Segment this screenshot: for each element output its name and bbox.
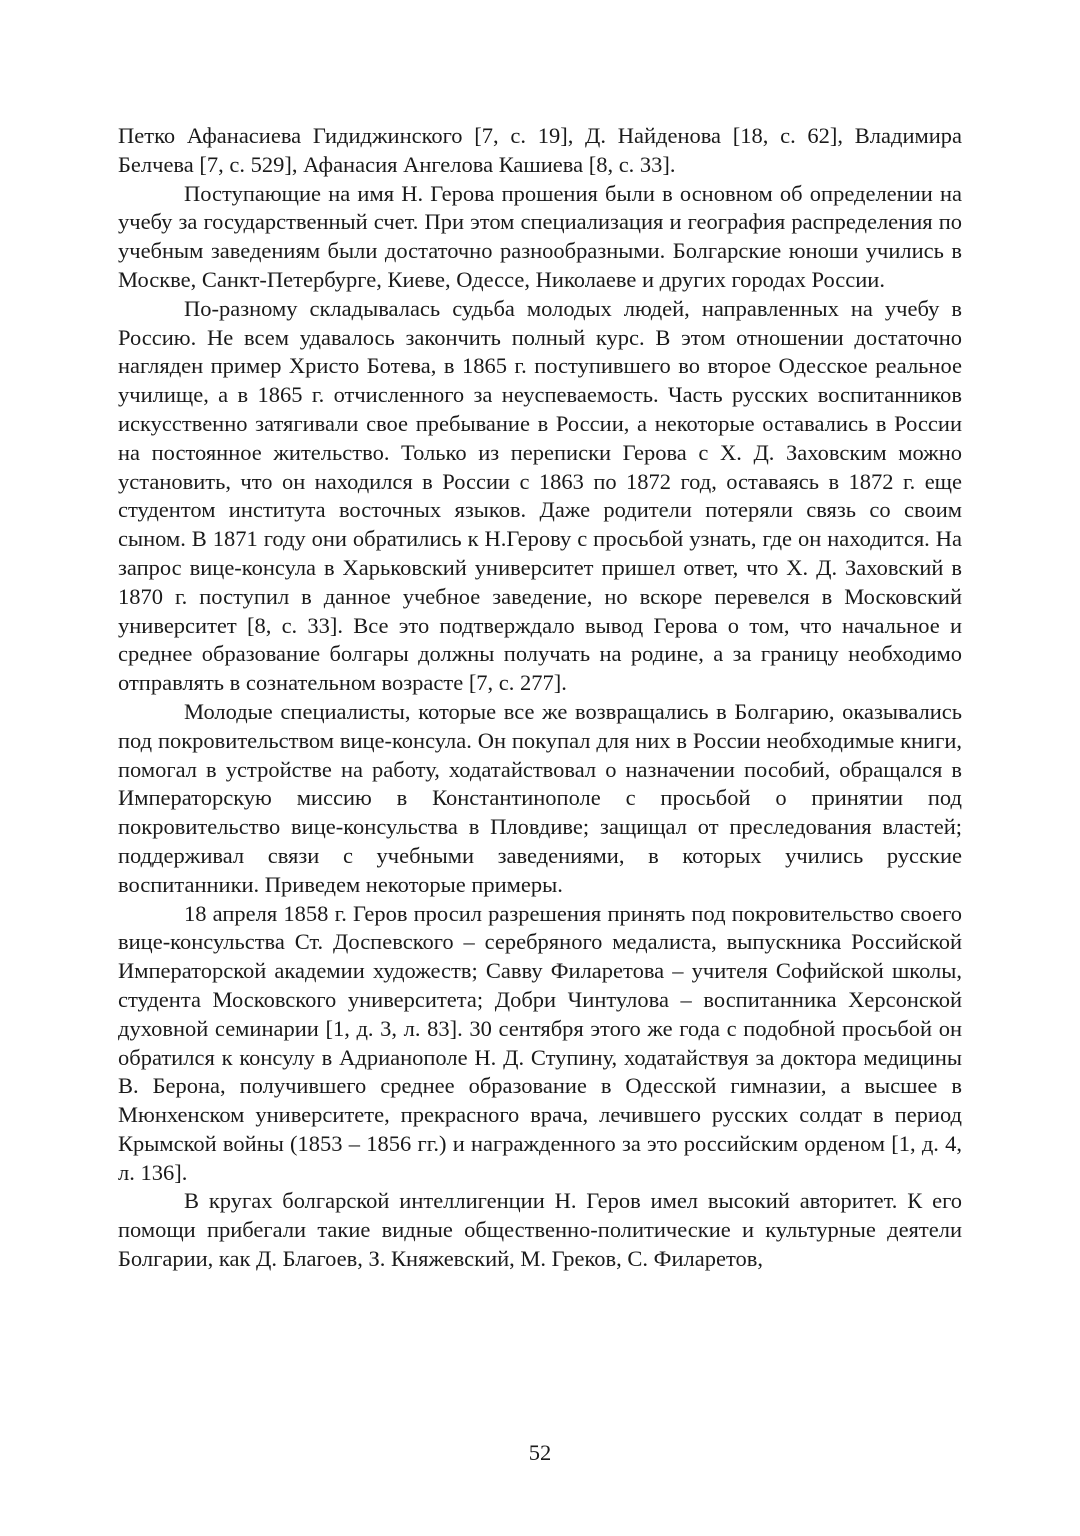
- body-text: [118, 122, 962, 1274]
- paragraph-2: Поступающие на имя Н. Герова прошения были в основном об определении на учебу за государственный счет. При этом специализация и география распределения по учебным заведениям были достаточно разнообразными. Болгарские юноши учились в Москве, Санкт-Петербурге, Киеве, Одессе, Николаеве и других городах России.: [118, 180, 962, 292]
- paragraph-5: 18 апреля 1858 г. Геров просил разрешения принять под покровительство своего вице-консульства Ст. Доспевского – серебряного медалиста, выпускника Российской Императорской академии художеств; Савву Филаретова – учителя Софийской школы, студента Московского университета; Добри Чинтулова – воспитанника Херсонской духовной семинарии [1, д. 3, л. 83]. 30 сентября этого же года с подобной просьбой он обратился к консулу в Адрианополе Н. Д. Ступину, ходатайствуя за доктора медицины В. Берона, получившего среднее образование в Одесской гимназии, а высшее в Мюнхенском университете, прекрасного врача, лечившего русских солдат в период Крымской войны (1853 – 1856 гг.) и награжденного за это российским орденом [1, д. 4, л. 136].: [118, 900, 962, 1185]
- paragraph-4: Молодые специалисты, которые все же возвращались в Болгарию, оказывались под покровительством вице-консула. Он покупал для них в России необходимые книги, помогал в устройстве на работу, ходатайствовал о назначении пособий, обращался в Императорскую миссию в Константинополе с просьбой о принятии под покровительство вице-консульства в Пловдиве; защищал от преследования властей; поддерживал связи с учебными заведениями, в которых учились русские воспитанники. Приведем некоторые примеры.: [118, 698, 962, 897]
- paragraph-3: По-разному складывалась судьба молодых людей, направленных на учебу в Россию. Не всем удавалось закончить полный курс. В этом отношении достаточно нагляден пример Христо Ботева, в 1865 г. поступившего во второе Одесское реальное училище, а в 1865 г. отчисленного за неуспеваемость. Часть русских воспитанников искусственно затягивали свое пребывание в России, а некоторые оставались в России на постоянное жительство. Только из переписки Герова с Х. Д. Заховским можно установить, что он находился в России с 1863 по 1872 год, оставаясь в 1872 г. еще студентом института восточных языков. Даже родители потеряли связь со своим сыном. В 1871 году они обратились к Н.Герову с просьбой узнать, где он находится. На запрос вице-консула в Харьковский университет пришел ответ, что Х. Д. Заховский в 1870 г. поступил в данное учебное заведение, но вскоре перевелся в Московский университет [8, с. 33]. Все это подтверждало вывод Герова о том, что начальное и среднее образование болгары должны получать на родине, а за границу необходимо отправлять в сознательном возрасте [7, с. 277].: [118, 295, 962, 696]
- page-number: 52: [528, 1440, 552, 1465]
- paragraph-1: Петко Афанасиева Гидиджинского [7, с. 19], Д. Найденова [18, с. 62], Владимира Белчева [7, с. 529], Афанасия Ангелова Кашиева [8, с. 33].: [118, 123, 962, 177]
- paragraph-6: В кругах болгарской интеллигенции Н. Геров имел высокий авторитет. К его помощи прибегали такие видные общественно-политические и культурные деятели Болгарии, как Д. Благоев, З. Княжевский, М. Греков, С. Филаретов,: [118, 1188, 962, 1272]
